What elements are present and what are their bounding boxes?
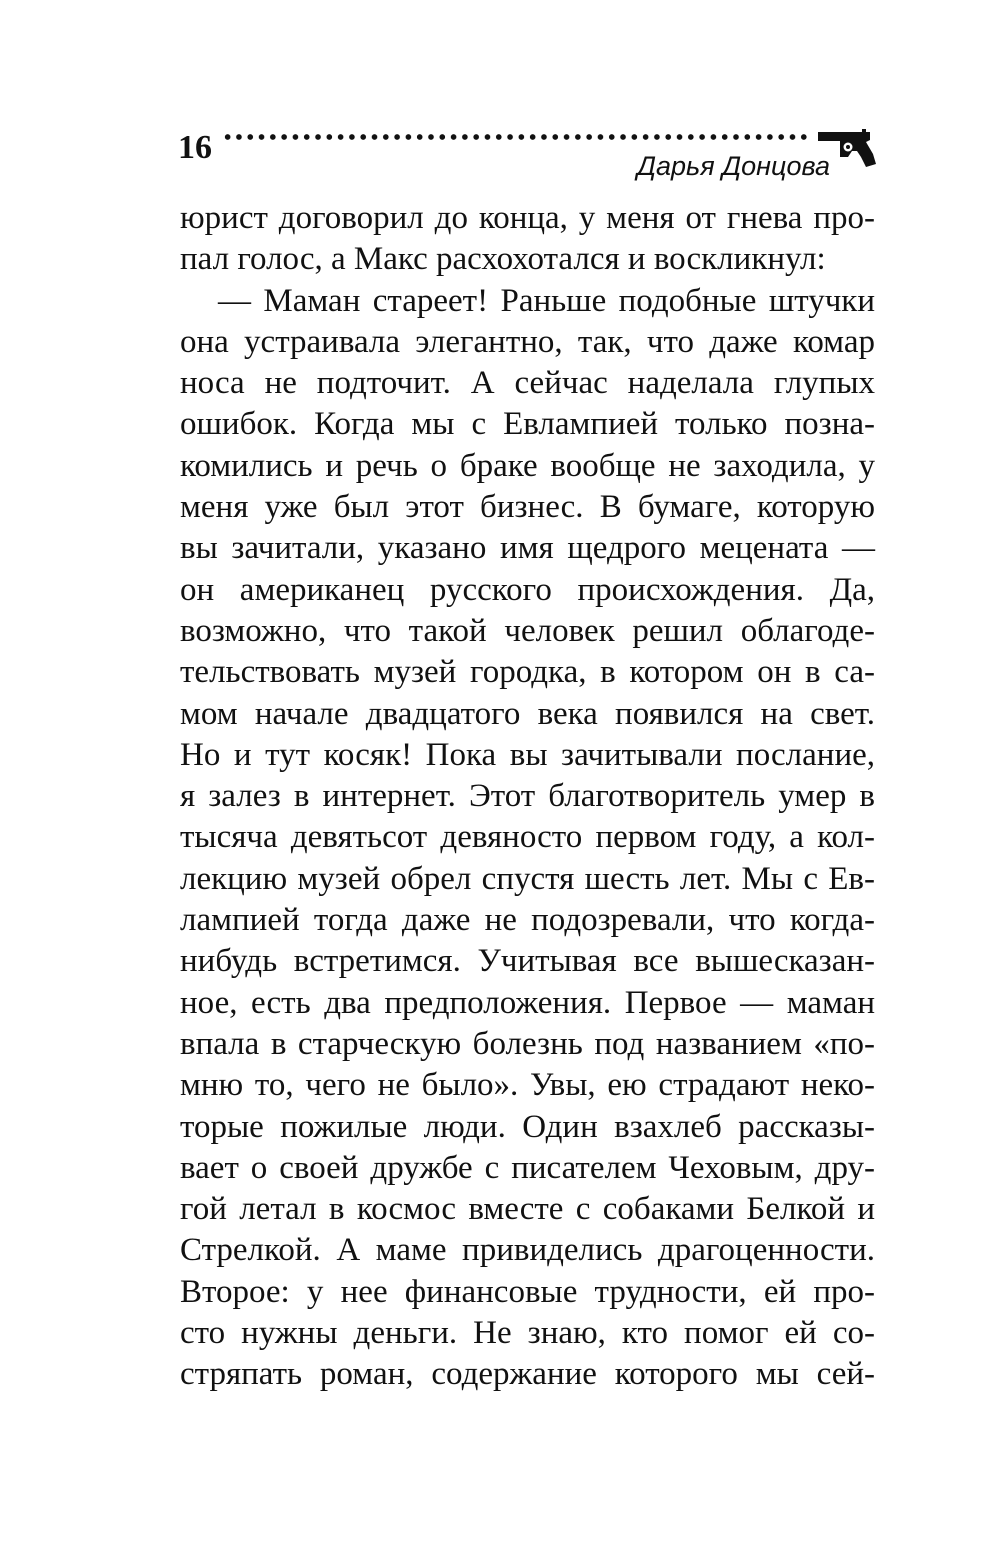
text-line: пал голос, а Макс расхохотался и воскликнул: — [180, 241, 826, 278]
text-line: возможно, что такой человек решил облагоде- — [180, 612, 875, 649]
text-line: ное, есть два предположения. Первое — маман — [180, 984, 875, 1021]
text-line: — Маман стареет! Раньше подобные штучки — [218, 282, 875, 319]
text-line: тельствовать музей городка, в котором он в са- — [180, 654, 875, 691]
text-line: комились и речь о браке вообще не заходила, у — [180, 447, 875, 484]
text-line: гой летал в космос вместе с собаками Белкой и — [180, 1191, 875, 1228]
text-line: Стрелкой. А маме привиделись драгоценности. — [180, 1232, 875, 1269]
text-line: лампией тогда даже не подозревали, что когда- — [180, 902, 875, 939]
text-line: Но и тут косяк! Пока вы зачитывали послание, — [180, 736, 875, 773]
revolver-icon — [816, 126, 878, 168]
text-line: мню то, чего не было». Увы, ею страдают неко- — [180, 1067, 875, 1104]
body-text — [180, 198, 875, 1396]
text-line: торые пожилые люди. Один взахлеб рассказы- — [180, 1108, 875, 1145]
text-line: юрист договорил до конца, у меня от гнева про- — [180, 200, 875, 236]
header-dot-leader — [222, 132, 810, 142]
text-line: мом начале двадцатого века появился на свет. — [180, 695, 875, 732]
text-line: нибудь встретимся. Учитывая все вышесказан- — [180, 943, 875, 980]
text-line: он американец русского происхождения. Да, — [180, 571, 875, 608]
text-line: тысяча девятьсот девяносто первом году, а кол- — [180, 819, 875, 856]
text-line: лекцию музей обрел спустя шесть лет. Мы с Ев- — [180, 860, 875, 897]
text-line: ошибок. Когда мы с Евлампией только позна- — [180, 406, 875, 443]
text-line: впала в старческую болезнь под названием «по- — [180, 1025, 875, 1062]
text-line: стряпать роман, содержание которого мы сей- — [180, 1356, 875, 1393]
text-line: меня уже был этот бизнес. В бумаге, которую — [180, 489, 875, 526]
text-line: она устраивала элегантно, так, что даже комар — [180, 323, 875, 360]
text-line: вы зачитали, указано имя щедрого мецената — — [180, 530, 875, 567]
text-line: я залез в интернет. Этот благотворитель умер в — [180, 778, 875, 815]
text-line: Второе: у нее финансовые трудности, ей про- — [180, 1273, 875, 1310]
text-line: сто нужны деньги. Не знаю, кто помог ей со- — [180, 1315, 875, 1352]
running-head-author: Дарья Донцова — [636, 151, 830, 181]
page-number: 16 — [178, 129, 212, 166]
text-line: носа не подточит. А сейчас наделала глупых — [180, 365, 875, 402]
text-line: вает о своей дружбе с писателем Чеховым, дру- — [180, 1149, 875, 1186]
